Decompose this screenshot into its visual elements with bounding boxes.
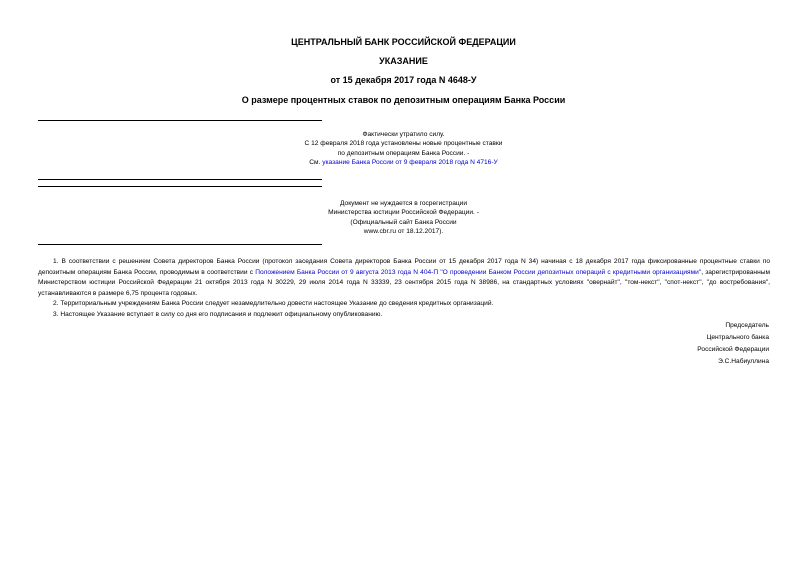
doc-subject-heading: О размере процентных ставок по депозитным операциям Банка России	[241, 95, 566, 105]
signatory-name: Э.С.Набиуллина	[718, 358, 769, 365]
signature-line: Центрального банка	[706, 334, 769, 341]
divider	[38, 244, 322, 245]
paragraph-text: , зарегистрированным Министерством юстиции Российской Федерации 21 октября 2013 года N 30229, 29 июля 2014 года N 33339, 23 сентября 2015 года N 38986, на стандартных условиях "овернайт", "том-некст", "спот-некст", "до востребования", устанавливаются в размере 6,75 процента годовых.	[38, 268, 770, 297]
paragraph-1	[38, 257, 770, 299]
status-note	[0, 130, 807, 168]
registration-note	[0, 199, 807, 237]
paragraph-3: 3. Настоящее Указание вступает в силу со дня его подписания и подлежит официальному опубликованию.	[53, 310, 383, 318]
note-line	[0, 158, 807, 167]
signature-line: Российской Федерации	[697, 346, 769, 353]
related-document-link[interactable]: указание Банка России от 9 февраля 2018 года N 4716-У	[322, 159, 498, 167]
org-heading: ЦЕНТРАЛЬНЫЙ БАНК РОССИЙСКОЙ ФЕДЕРАЦИИ	[291, 37, 516, 47]
note-line: www.cbr.ru от 18.12.2017).	[363, 228, 444, 236]
note-line: Министерства юстиции Российской Федерации. -	[328, 209, 479, 217]
note-line: по депозитным операциям Банка России. -	[337, 149, 470, 157]
divider	[38, 186, 322, 187]
signature-line: Председатель	[725, 322, 769, 329]
document-body	[38, 257, 770, 320]
note-line: Документ не нуждается в госрегистрации	[339, 200, 468, 207]
note-line: (Официальный сайт Банка России	[350, 218, 457, 226]
regulation-link[interactable]: Положением Банка России от 9 августа 2013 года N 404-П "О проведении Банком России депозитных операций с кредитными организациями"	[255, 268, 702, 276]
signature-block	[697, 320, 769, 368]
divider	[38, 179, 322, 180]
note-prefix: См.	[309, 159, 323, 167]
date-number-heading: от 15 декабря 2017 года N 4648-У	[330, 75, 477, 85]
note-line: С 12 февраля 2018 года установлены новые процентные ставки	[304, 140, 503, 148]
note-line: Фактически утратило силу.	[362, 131, 445, 138]
divider	[38, 120, 322, 121]
paragraph-text: 1. В соответствии с решением Совета директоров Банка России (протокол заседания Совета директоров Банка России от 15 декабря 2017 года N 34) начиная с 18 декабря 2017 года фиксированные процентные ставки по депозитным операциям Банка России, проводимым в соответствии с	[38, 258, 770, 276]
paragraph-2: 2. Территориальным учреждениям Банка России следует незамедлительно довести настоящее Указание до сведения кредитных организаций.	[53, 300, 494, 307]
doc-type-heading: УКАЗАНИЕ	[379, 56, 428, 66]
